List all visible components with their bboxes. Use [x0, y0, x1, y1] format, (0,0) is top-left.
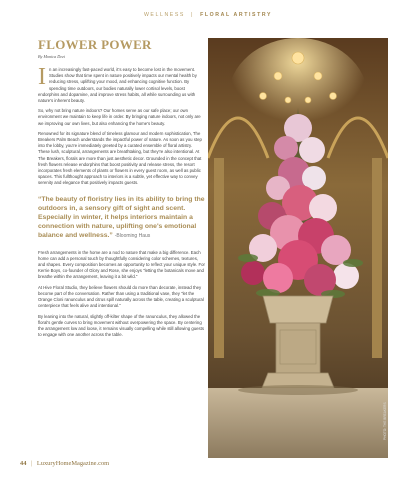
paragraph-5: At Hive Floral Studio, they believe flowers should do more than decorate, instead they become part of the conversation. Rather than using a traditional vase, they "let the Orange Cloni ranunculus and citrus spill naturally across the table, creating a sculptural centerpiece that feels alive and intentional.": [38, 284, 204, 309]
article-column: [38, 38, 205, 342]
section-header: [0, 12, 416, 18]
lobby-floral-photo: [208, 38, 388, 458]
paragraph-2: So, why not bring nature indoors? Our homes serve as our safe place; our own environment we maintain to keep life in order. By bringing nature indoors, not only are we improving our own lives, but also enhancing the home's beauty.: [38, 108, 201, 126]
paragraph-3: Renowned for its signature blend of timeless glamour and modern sophistication, The Breakers Palm Beach understands the impactful power of nature. As soon as you step into the lobby, you're immediately greeted by a curated ensemble of floral artistry. These lush, sculptural, arrangements are breathtaking, but they're also intentional. At The Breakers, florals are more than just aesthetic decor. Grounded in the concept that fresh flowers release endorphins that boost positivity and release stress, the resort incorporates fresh elements of plants or flowers in every guest room, as well as public spaces. This fullthought approach to interiors is a subtle, yet effective way to convey serenity and elegance that positively impacts guests.: [38, 130, 202, 186]
paragraph-1: [38, 64, 205, 104]
pull-quote-text: “The beauty of floristry lies in its ability to bring the outdoors in, a sensory gift of sight and scent. Especially in winter, it helps interiors maintain a connection with nature, uplifting one's emotional balance and wellness.”: [38, 195, 205, 240]
paragraph-1-text: n an increasingly fast-paced world, it's easy to become lost in the movement. Studies show that time spent in nature positively impacts our mental health by reducing stress, uplifting your mood, and enhancing cognitive function. By spending time outdoors, our bodies naturally lower cortisol levels, boost endorphins and dopamine, and improve stress habits, all while surrounding us with nature's inherent beauty.: [38, 67, 197, 104]
article-title: FLOWER POWER: [38, 37, 152, 52]
paragraph-4: Fresh arrangements in the home are a nod to nature that make a big difference. Each home can add a personal touch by thoughtfully considering color schemes, textures, and shapes. Every composition becomes an opportunity to reflect your unique style. For Kerrie Boys, co-founder of Glory and Rose, she enjoys "letting the botanicals move and breathe within the arrangement, leaving it a bit wild.": [38, 249, 205, 280]
floral-arrangement-illustration: [208, 38, 388, 458]
pull-quote: [38, 195, 205, 242]
drop-cap: I: [38, 64, 46, 90]
paragraph-6: By leaning into the natural, slightly off-kilter shape of the ranunculus, they allowed the floral's gentle curves to bring movement without overpowering the space. By centering the arrangement low and loose, it remains visually compelling while still allowing guests to engage with one another across the table.: [38, 313, 204, 338]
subsection-label: FLORAL ARTISTRY: [200, 12, 273, 18]
pull-quote-attribution: -Blooming Haus: [114, 233, 151, 240]
section-separator: |: [188, 12, 198, 18]
site-name: LuxuryHomeMagazine.com: [36, 460, 110, 467]
article-byline: By Monica Dezi: [38, 54, 65, 59]
page-number: 44: [20, 460, 27, 467]
photo-credit: PHOTO: THE BREAKERS: [383, 402, 387, 440]
footer-separator: |: [31, 460, 33, 467]
section-label: WELLNESS: [143, 12, 185, 18]
page-footer: [20, 460, 109, 467]
